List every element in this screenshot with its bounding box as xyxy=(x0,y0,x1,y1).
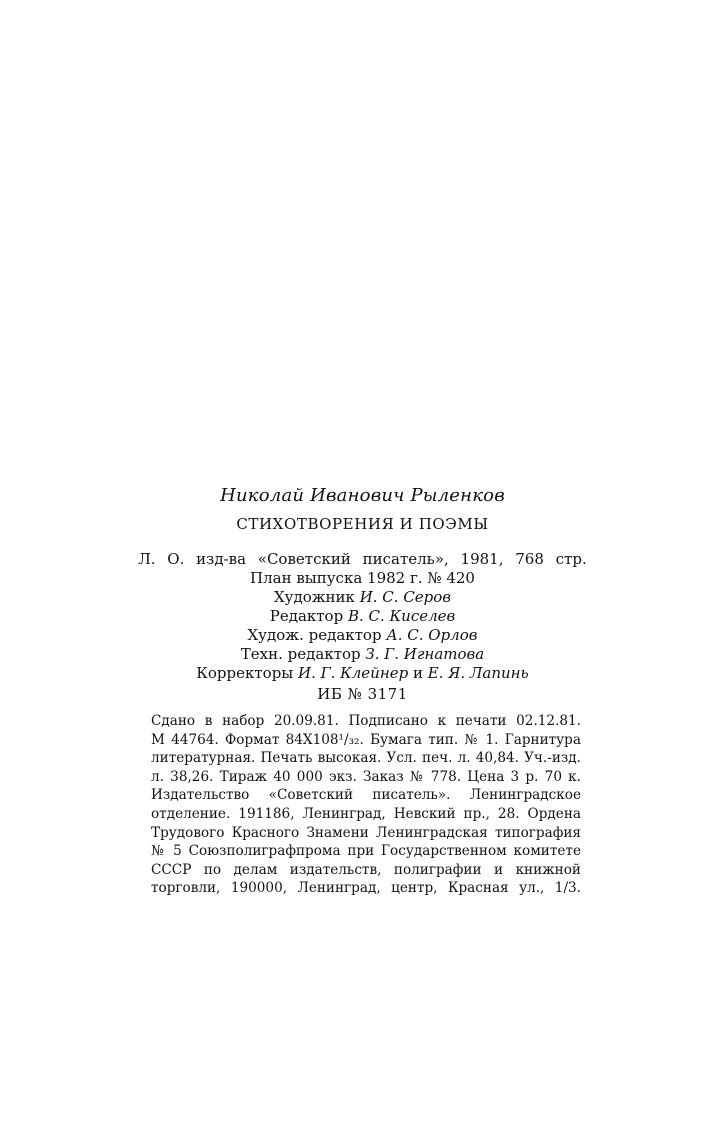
artist-name: И. С. Серов xyxy=(359,588,452,606)
imprint-block xyxy=(151,712,581,898)
imprint-line: л. 38,26. Тираж 40 000 экз. Заказ № 778. Цена 3 р. 70 к. xyxy=(151,768,581,785)
tech-editor-name: З. Г. Игнатова xyxy=(365,645,485,663)
proofreaders-label: Корректоры xyxy=(196,664,294,682)
proofreader-name-2: Е. Я. Лапинь xyxy=(427,664,529,682)
art-editor-name: А. С. Орлов xyxy=(386,626,478,644)
publisher-line: Л. О. изд-ва «Советский писатель», 1981, 768 стр. xyxy=(138,550,587,568)
artist-label: Художник xyxy=(273,588,355,606)
editor-label: Редактор xyxy=(269,607,344,625)
author-name: Николай Иванович Рыленков xyxy=(220,485,505,506)
imprint-line: М 44764. Формат 84Х108¹/₃₂. Бумага тип. № 1. Гарнитура xyxy=(151,731,581,748)
art-editor-line xyxy=(0,626,725,645)
tech-editor-line xyxy=(0,645,725,664)
imprint-line: литературная. Печать высокая. Усл. печ. л. 40,84. Уч.-изд. xyxy=(151,750,581,767)
imprint-line: Издательство «Советский писатель». Ленинградское xyxy=(151,787,581,804)
imprint-line: СССР по делам издательств, полиграфии и книжной xyxy=(151,861,581,878)
book-title: СТИХОТВОРЕНИЯ И ПОЭМЫ xyxy=(236,515,489,533)
artist-line xyxy=(0,588,725,607)
plan-line: План выпуска 1982 г. № 420 xyxy=(250,569,475,587)
imprint-line: Сдано в набор 20.09.81. Подписано к печати 02.12.81. xyxy=(151,713,581,729)
editor-name: В. С. Киселев xyxy=(347,607,456,625)
editor-line xyxy=(0,607,725,626)
imprint-line: торговли, 190000, Ленинград, центр, Красная ул., 1/3. xyxy=(151,880,581,897)
imprint-line: отделение. 191186, Ленинград, Невский пр., 28. Ордена xyxy=(151,805,581,822)
imprint-line: Трудового Красного Знамени Ленинградская типография xyxy=(151,824,581,841)
tech-editor-label: Техн. редактор xyxy=(240,645,361,663)
proofreader-name-1: И. Г. Клейнер xyxy=(298,664,409,682)
ib-number: ИБ № 3171 xyxy=(317,685,408,703)
credits-block xyxy=(0,550,725,683)
proofreaders-and: и xyxy=(412,664,423,682)
proofreaders-line xyxy=(0,664,725,683)
imprint-line: № 5 Союзполиграфпрома при Государственном комитете xyxy=(151,843,581,860)
art-editor-label: Худож. редактор xyxy=(247,626,382,644)
